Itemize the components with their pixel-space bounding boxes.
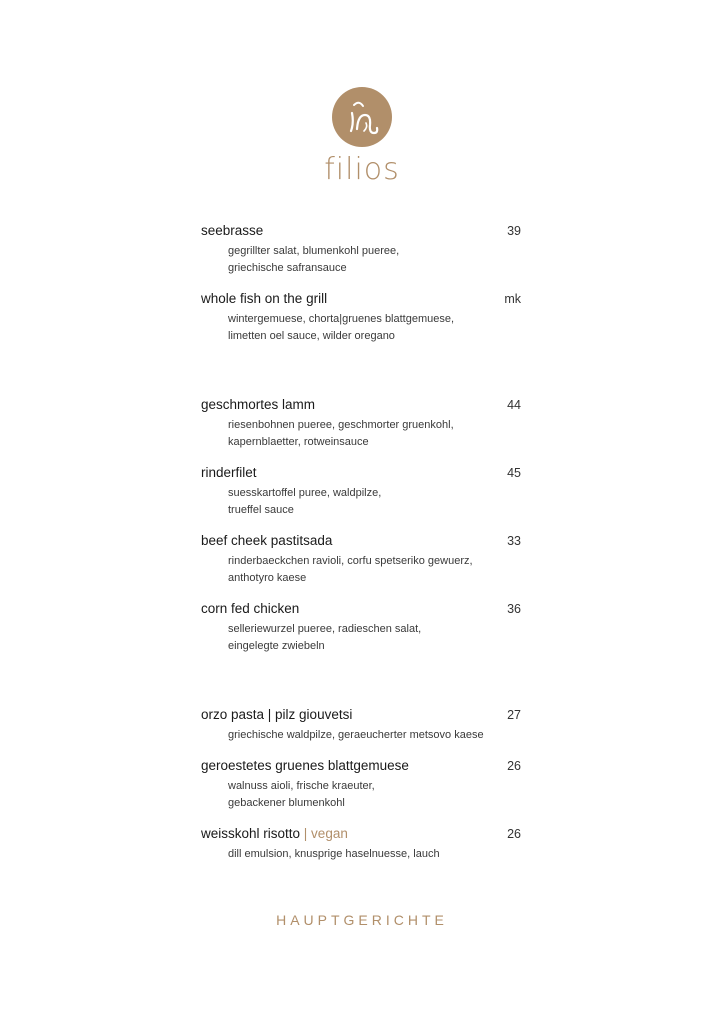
menu-item-price: 36 (507, 602, 521, 616)
menu-section (201, 707, 521, 863)
description-line: wintergemuese, chorta|gruenes blattgemuese, (228, 313, 455, 325)
menu-item-price: mk (504, 292, 521, 306)
menu-item-description (201, 727, 521, 744)
description-line: dill emulsion, knusprige haselnuesse, lauch (228, 848, 440, 860)
menu-item-price: 33 (507, 534, 521, 548)
menu-item-name: geschmortes lamm (201, 397, 316, 412)
menu-item-description (201, 485, 521, 519)
menu-item-name: geroestetes gruenes blattgemuese (201, 758, 409, 773)
filios-monogram-icon (332, 87, 392, 147)
menu-item-price: 27 (507, 708, 521, 722)
menu-item-name: seebrasse (201, 223, 264, 238)
description-line: gegrillter salat, blumenkohl pueree, (228, 245, 400, 257)
description-line: gebackener blumenkohl (228, 797, 345, 809)
menu-item (201, 397, 521, 451)
menu-item-description (201, 243, 521, 277)
menu-item-description (201, 621, 521, 655)
menu-item-price: 39 (507, 224, 521, 238)
menu-item-header (201, 707, 521, 727)
menu-item-title (201, 707, 352, 722)
menu-item (201, 601, 521, 655)
description-line: kapernblaetter, rotweinsauce (228, 436, 369, 448)
menu-item-title (201, 533, 332, 548)
menu-item-price: 26 (507, 759, 521, 773)
menu-item-description (201, 778, 521, 812)
menu-item-price: 26 (507, 827, 521, 841)
menu-item-name: orzo pasta | pilz giouvetsi (201, 707, 353, 722)
brand-name: filios (324, 152, 400, 187)
menu-item-title (201, 826, 348, 841)
menu-item (201, 223, 521, 277)
description-line: selleriewurzel pueree, radieschen salat, (228, 623, 422, 635)
menu-item-header (201, 826, 521, 846)
menu-item-name: corn fed chicken (201, 601, 300, 616)
menu-item-header (201, 223, 521, 243)
menu-item-price: 44 (507, 398, 521, 412)
description-line: griechische waldpilze, geraeucherter metsovo kaese (228, 729, 484, 741)
menu-item-name: weisskohl risotto (201, 826, 301, 841)
menu-item-name: rinderfilet (201, 465, 257, 480)
menu-item (201, 291, 521, 345)
description-line: trueffel sauce (228, 504, 294, 516)
description-line: walnuss aioli, frische kraeuter, (228, 780, 375, 792)
menu-section (201, 397, 521, 655)
menu-item-header (201, 758, 521, 778)
menu-item-header (201, 533, 521, 553)
menu-item-title (201, 223, 263, 238)
description-line: riesenbohnen pueree, geschmorter gruenkohl, (228, 419, 454, 431)
description-line: suesskartoffel puree, waldpilze, (228, 487, 382, 499)
menu-item-tag: | vegan (300, 826, 348, 841)
menu-item-header (201, 465, 521, 485)
menu-item (201, 465, 521, 519)
menu-item-header (201, 291, 521, 311)
menu-item-description (201, 846, 521, 863)
menu-item-header (201, 397, 521, 417)
description-line: rinderbaeckchen ravioli, corfu spetseriko gewuerz, (228, 555, 473, 567)
menu-item-title (201, 758, 409, 773)
menu-item-title (201, 601, 299, 616)
menu-section (201, 223, 521, 345)
menu-item (201, 758, 521, 812)
section-title: HAUPTGERICHTE (276, 912, 448, 928)
menu-item (201, 533, 521, 587)
menu-list (201, 223, 521, 877)
menu-item-name: whole fish on the grill (201, 291, 328, 306)
menu-item-description (201, 553, 521, 587)
description-line: griechische safransauce (228, 262, 347, 274)
menu-item-name: beef cheek pastitsada (201, 533, 333, 548)
menu-item (201, 826, 521, 863)
menu-item-title (201, 397, 315, 412)
menu-item-title (201, 465, 257, 480)
description-line: limetten oel sauce, wilder oregano (228, 330, 395, 342)
menu-item-description (201, 311, 521, 345)
menu-item-price: 45 (507, 466, 521, 480)
menu-item-description (201, 417, 521, 451)
menu-item-header (201, 601, 521, 621)
menu-item-title (201, 291, 327, 306)
description-line: eingelegte zwiebeln (228, 640, 325, 652)
description-line: anthotyro kaese (228, 572, 307, 584)
menu-item (201, 707, 521, 744)
